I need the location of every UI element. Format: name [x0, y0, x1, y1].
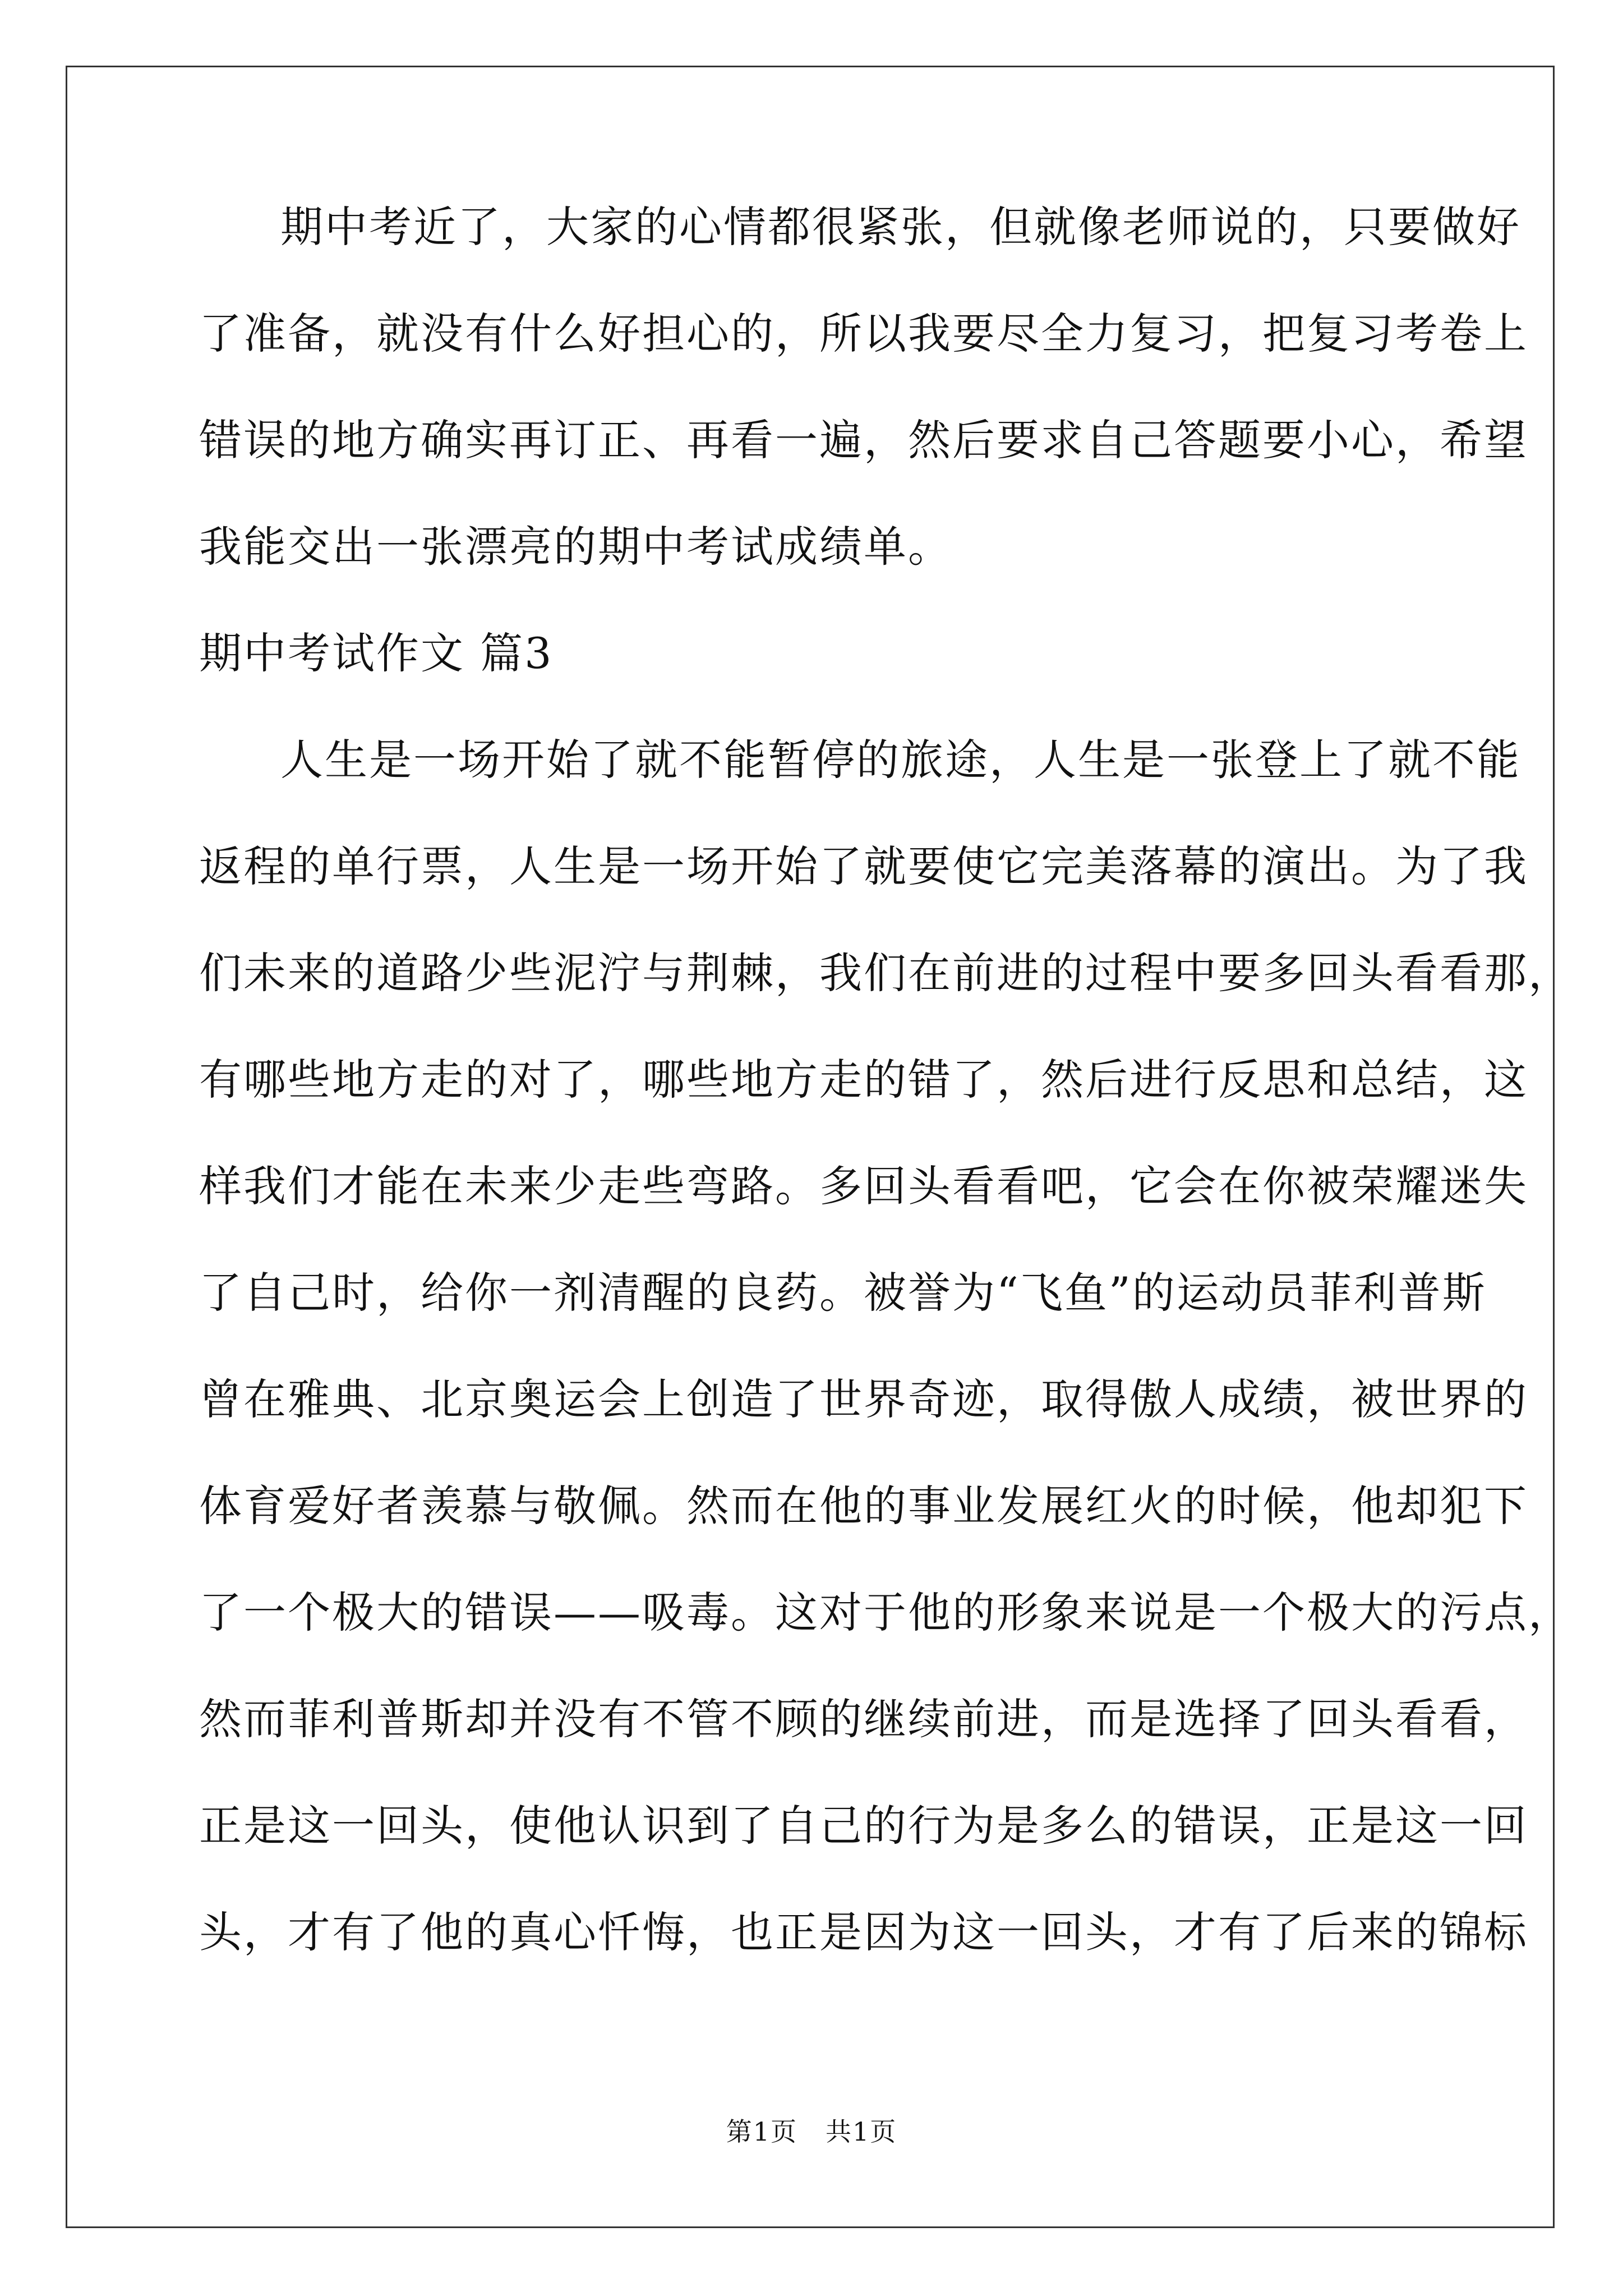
paragraph-line: 返程的单行票，人生是一场开始了就要使它完美落幕的演出。为了我 [199, 841, 1528, 891]
section-heading: 期中考试作文 篇3 [199, 628, 554, 678]
paragraph-line: 人生是一场开始了就不能暂停的旅途，人生是一张登上了就不能 [280, 735, 1521, 785]
paragraph-line: 我能交出一张漂亮的期中考试成绩单。 [199, 522, 952, 572]
paragraph-line: 错误的地方确实再订正、再看一遍，然后要求自己答题要小心，希望 [199, 415, 1528, 465]
page-number: 第1页 [726, 2116, 797, 2147]
paragraph-line: 然而菲利普斯却并没有不管不顾的继续前进，而是选择了回头看看， [199, 1694, 1528, 1744]
paragraph-line: 样我们才能在未来少走些弯路。多回头看看吧，它会在你被荣耀迷失 [199, 1161, 1528, 1211]
paragraph-line: 期中考近了，大家的心情都很紧张，但就像老师说的，只要做好 [280, 202, 1521, 252]
paragraph-line: 们未来的道路少些泥泞与荆棘，我们在前进的过程中要多回头看看那， [199, 948, 1573, 998]
paragraph-line: 体育爱好者羡慕与敬佩。然而在他的事业发展红火的时候，他却犯下 [199, 1481, 1528, 1531]
paragraph-line: 曾在雅典、北京奥运会上创造了世界奇迹，取得傲人成绩，被世界的 [199, 1374, 1528, 1424]
paragraph-line: 了准备，就没有什么好担心的，所以我要尽全力复习，把复习考卷上 [199, 309, 1528, 358]
paragraph-line: 正是这一回头，使他认识到了自己的行为是多么的错误，正是这一回 [199, 1801, 1528, 1851]
paragraph-line: 有哪些地方走的对了，哪些地方走的错了，然后进行反思和总结，这 [199, 1055, 1528, 1105]
paragraph-line: 了自己时，给你一剂清醒的良药。被誉为“飞鱼”的运动员菲利普斯 [199, 1268, 1487, 1318]
page-total: 共1页 [826, 2116, 897, 2147]
paragraph-line: 头，才有了他的真心忏悔，也正是因为这一回头，才有了后来的锦标 [199, 1907, 1528, 1957]
paragraph-line: 了一个极大的错误——吸毒。这对于他的形象来说是一个极大的污点， [199, 1588, 1573, 1637]
page-footer [0, 2115, 1623, 2148]
